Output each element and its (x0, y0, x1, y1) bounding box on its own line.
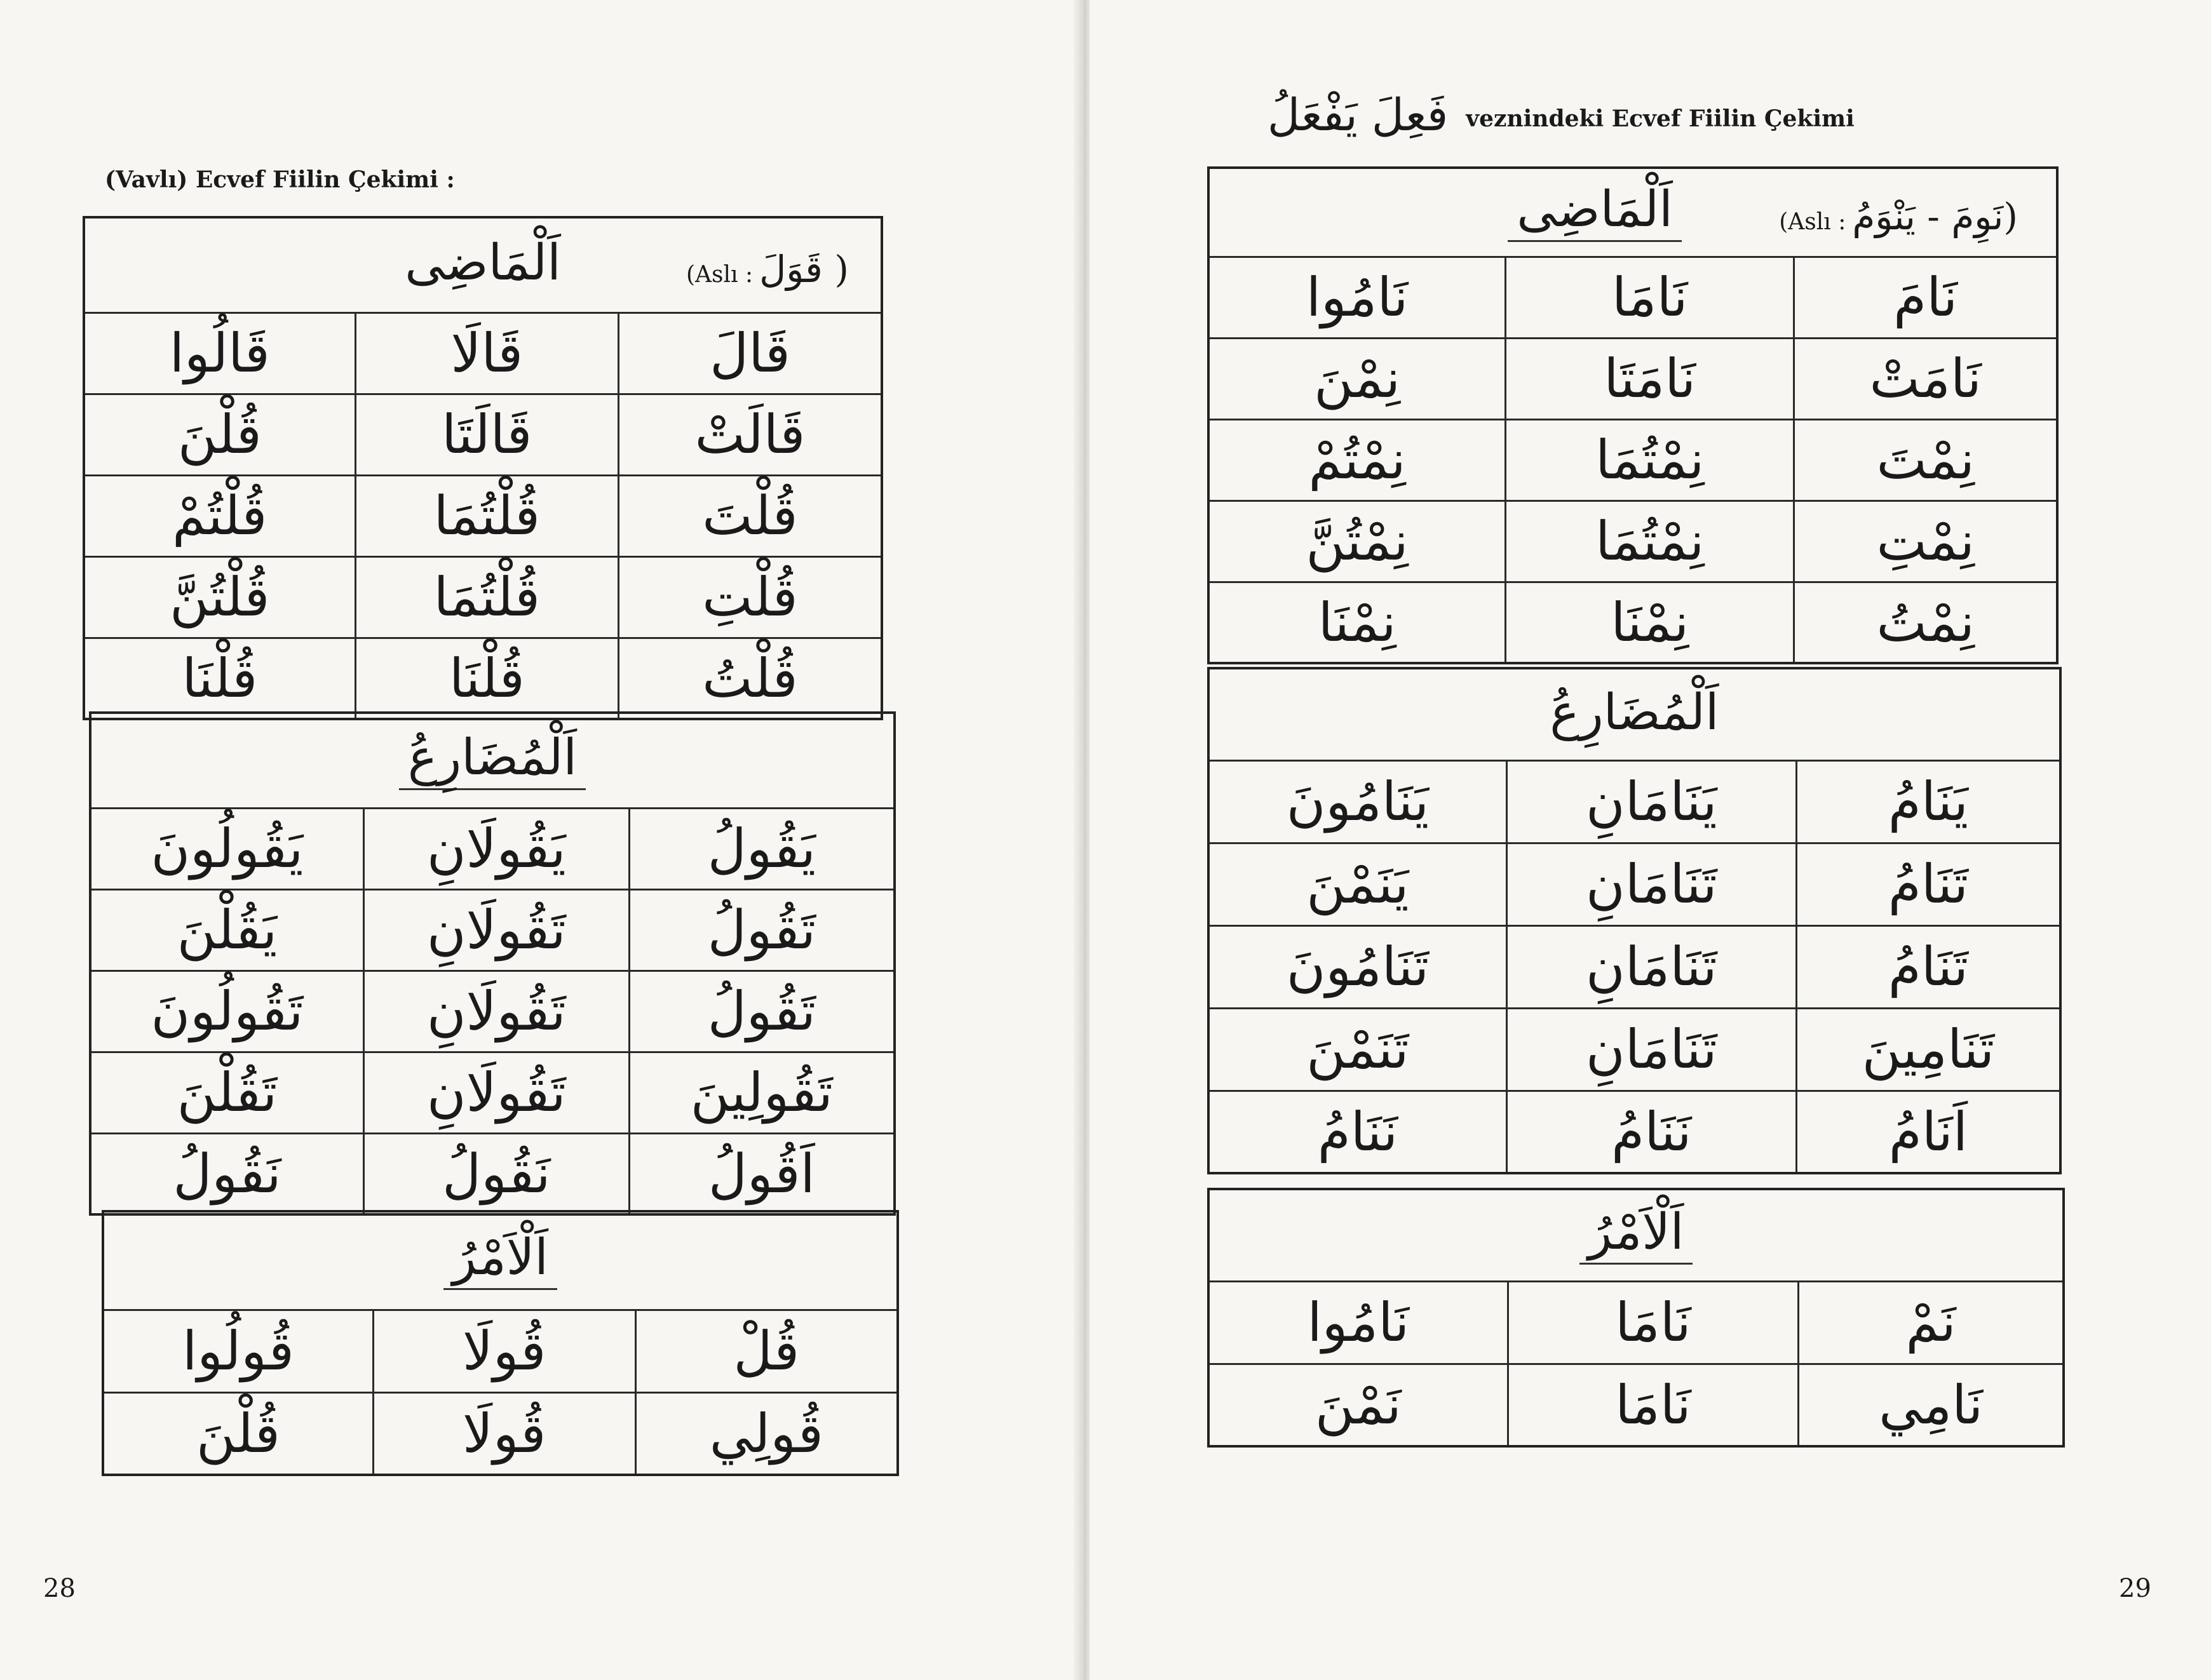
conjugation-row (90, 889, 895, 971)
conjugation-form: يَنَامُ (1888, 770, 1969, 833)
conjugation-form: نَامَتْ (1869, 347, 1982, 410)
right-madi-asli-label: (Aslı : (1779, 209, 1846, 236)
conjugation-cell (1208, 257, 1506, 338)
right-page-number: 29 (2119, 1574, 2151, 1603)
conjugation-cell (619, 556, 882, 638)
right-mudari-title: اَلْمُضَارِعُ (1550, 683, 1719, 741)
conjugation-cell (355, 556, 618, 638)
left-madi-asli-value: قَوَلَ ) (759, 248, 849, 292)
conjugation-form: تَنَامَانِ (1586, 1018, 1717, 1080)
right-page-heading (1268, 89, 1855, 141)
conjugation-row (1208, 760, 2060, 843)
conjugation-cell (363, 1052, 629, 1133)
conjugation-cell (1796, 1091, 2060, 1173)
conjugation-cell (1208, 501, 1506, 582)
conjugation-row (1208, 582, 2057, 663)
conjugation-form: نِمْتُ (1876, 591, 1975, 654)
conjugation-form: نِمْتَ (1876, 429, 1975, 491)
conjugation-row (84, 475, 882, 556)
conjugation-form: نَامَ (1893, 266, 1958, 328)
conjugation-form: قُلْتَ (702, 485, 798, 547)
conjugation-row (1208, 1091, 2060, 1173)
conjugation-form: نِمْنَا (1318, 591, 1396, 654)
conjugation-row (1208, 501, 2057, 582)
right-amr-body (1208, 1281, 2064, 1446)
conjugation-cell (90, 808, 363, 889)
right-amr-table (1207, 1188, 2065, 1448)
conjugation-cell (1506, 843, 1796, 925)
left-madi-header-row (84, 217, 882, 312)
conjugation-cell (635, 1310, 898, 1392)
conjugation-cell (629, 889, 895, 971)
conjugation-cell (1506, 338, 1794, 419)
conjugation-form: نَقُولُ (173, 1142, 281, 1205)
conjugation-form: يَنَمْنَ (1306, 853, 1409, 915)
right-madi-header-row (1208, 168, 2057, 257)
left-madi-body (84, 312, 882, 719)
conjugation-cell (355, 312, 618, 394)
conjugation-row (1208, 1364, 2064, 1446)
conjugation-form: قَالَتْ (694, 403, 806, 466)
left-page-heading: (Vavlı) Ecvef Fiilin Çekimi : (105, 166, 455, 193)
right-heading-text: veznindeki Ecvef Fiilin Çekimi (1466, 105, 1855, 132)
conjugation-form: قُلْتُنَّ (170, 566, 270, 628)
conjugation-row (1208, 843, 2060, 925)
right-mudari-body (1208, 760, 2060, 1173)
conjugation-cell (1506, 501, 1794, 582)
conjugation-form: قُلْنَا (449, 647, 525, 709)
right-heading-verb-pattern: فَعِلَ يَفْعَلُ (1268, 89, 1449, 141)
right-madi-header-cell (1208, 168, 2057, 257)
right-mudari-header-row (1208, 668, 2060, 760)
conjugation-cell (1794, 501, 2057, 582)
left-amr-header-row (103, 1211, 898, 1310)
conjugation-cell (363, 1133, 629, 1214)
conjugation-form: تَنَامُ (1888, 936, 1969, 998)
conjugation-cell (90, 1052, 363, 1133)
conjugation-form: قُولَا (463, 1320, 546, 1382)
conjugation-form: اَنَامُ (1888, 1100, 1968, 1163)
conjugation-form: قُولِي (709, 1402, 823, 1465)
conjugation-cell (84, 556, 355, 638)
conjugation-cell (84, 638, 355, 719)
conjugation-row (90, 808, 895, 889)
conjugation-form: نِمْنَا (1611, 591, 1689, 654)
conjugation-form: تَقُولُ (707, 899, 816, 961)
left-amr-title: اَلْاَمْرُ (443, 1231, 557, 1290)
conjugation-cell (1506, 760, 1796, 843)
conjugation-form: قُلْنَا (182, 647, 258, 709)
conjugation-cell (1796, 1008, 2060, 1091)
conjugation-form: تَنَامُ (1888, 853, 1969, 915)
conjugation-form: يَقُولُ (707, 817, 816, 880)
conjugation-form: نَامَا (1615, 1373, 1691, 1436)
conjugation-cell (1794, 582, 2057, 663)
left-mudari-title: اَلْمُضَارِعُ (399, 731, 586, 790)
conjugation-cell (90, 971, 363, 1052)
conjugation-form: تَنَامَانِ (1586, 936, 1717, 998)
left-mudari-table (89, 711, 896, 1216)
right-madi-title: اَلْمَاضِى (1508, 183, 1682, 242)
right-mudari-table (1207, 667, 2062, 1174)
conjugation-cell (1208, 760, 1506, 843)
conjugation-cell (1796, 843, 2060, 925)
conjugation-row (1208, 338, 2057, 419)
right-amr-header-cell (1208, 1189, 2064, 1281)
conjugation-form: قُلْتُمَا (433, 485, 540, 547)
conjugation-cell (629, 1133, 895, 1214)
conjugation-form: نِمْنَ (1314, 347, 1400, 410)
conjugation-cell (84, 312, 355, 394)
conjugation-form: نَمْنَ (1315, 1373, 1402, 1436)
conjugation-form: تَنَامِينَ (1862, 1018, 1995, 1080)
conjugation-form: تَنَمْنَ (1306, 1018, 1409, 1080)
conjugation-cell (373, 1392, 635, 1475)
conjugation-cell (1794, 338, 2057, 419)
conjugation-cell (103, 1310, 373, 1392)
conjugation-form: قَالَا (450, 322, 524, 384)
conjugation-cell (629, 1052, 895, 1133)
conjugation-cell (1508, 1281, 1799, 1364)
conjugation-form: نَقُولُ (442, 1142, 551, 1205)
conjugation-cell (355, 394, 618, 475)
conjugation-form: قَالُوا (169, 322, 270, 384)
conjugation-cell (619, 638, 882, 719)
conjugation-form: اَقُولُ (708, 1142, 815, 1205)
left-madi-asli (686, 248, 849, 291)
conjugation-form: قُلْنَ (177, 403, 262, 466)
conjugation-form: نَامِي (1879, 1373, 1984, 1436)
right-amr-header-row (1208, 1189, 2064, 1281)
conjugation-form: تَقُلْنَ (177, 1061, 278, 1124)
left-madi-header-cell (84, 217, 882, 312)
conjugation-form: تَقُولُونَ (151, 980, 304, 1042)
conjugation-cell (373, 1310, 635, 1392)
conjugation-cell (1508, 1364, 1799, 1446)
conjugation-cell (1799, 1281, 2064, 1364)
conjugation-form: تَنَامُونَ (1286, 936, 1430, 998)
conjugation-form: نَامَتَا (1604, 347, 1696, 410)
conjugation-form: نِمْتِ (1876, 510, 1975, 572)
conjugation-cell (619, 394, 882, 475)
conjugation-cell (1506, 582, 1794, 663)
conjugation-row (84, 312, 882, 394)
conjugation-form: قُولُوا (182, 1320, 294, 1382)
conjugation-cell (1506, 1091, 1796, 1173)
conjugation-form: تَقُولُ (707, 980, 816, 1042)
conjugation-cell (1506, 1008, 1796, 1091)
conjugation-form: قُلْ (733, 1320, 800, 1382)
conjugation-cell (90, 889, 363, 971)
conjugation-cell (1796, 925, 2060, 1008)
conjugation-form: قُلْتِ (702, 566, 798, 628)
conjugation-row (1208, 1281, 2064, 1364)
conjugation-cell (1506, 925, 1796, 1008)
conjugation-form: قُلْنَ (196, 1402, 280, 1465)
conjugation-form: نِمْتُمَا (1595, 510, 1705, 572)
conjugation-row (90, 1052, 895, 1133)
conjugation-row (90, 1133, 895, 1214)
conjugation-cell (1208, 843, 1506, 925)
conjugation-form: نَامَا (1611, 266, 1688, 328)
conjugation-cell (1208, 419, 1506, 501)
left-madi-table (83, 216, 883, 720)
conjugation-row (103, 1392, 898, 1475)
conjugation-cell (1794, 419, 2057, 501)
conjugation-row (1208, 1008, 2060, 1091)
left-amr-header-cell (103, 1211, 898, 1310)
conjugation-cell (1796, 760, 2060, 843)
conjugation-cell (103, 1392, 373, 1475)
right-madi-body (1208, 257, 2057, 663)
left-madi-asli-label: (Aslı : (686, 262, 754, 288)
conjugation-cell (1208, 1091, 1506, 1173)
conjugation-form: نَنَامُ (1611, 1100, 1692, 1163)
conjugation-row (84, 394, 882, 475)
conjugation-row (1208, 257, 2057, 338)
left-amr-body (103, 1310, 898, 1475)
conjugation-cell (1208, 1008, 1506, 1091)
conjugation-cell (1208, 925, 1506, 1008)
right-mudari-header-cell (1208, 668, 2060, 760)
conjugation-form: نِمْتُمَا (1595, 429, 1705, 491)
conjugation-cell (1799, 1364, 2064, 1446)
conjugation-form: يَقُولُونَ (151, 817, 304, 880)
conjugation-cell (84, 394, 355, 475)
conjugation-cell (355, 638, 618, 719)
conjugation-form: يَنَامُونَ (1286, 770, 1430, 833)
left-page-number: 28 (43, 1574, 76, 1603)
conjugation-cell (363, 889, 629, 971)
conjugation-form: نَامَا (1615, 1291, 1691, 1354)
conjugation-row (90, 971, 895, 1052)
conjugation-cell (1208, 582, 1506, 663)
right-amr-title: اَلْاَمْرُ (1579, 1206, 1693, 1265)
conjugation-form: تَقُولَانِ (426, 1061, 566, 1124)
conjugation-form: يَقُلْنَ (177, 899, 278, 961)
conjugation-form: نِمْتُنَّ (1306, 510, 1409, 572)
conjugation-form: قُلْتُمْ (172, 485, 267, 547)
conjugation-row (1208, 419, 2057, 501)
right-madi-table (1207, 166, 2059, 664)
conjugation-form: نَنَامُ (1317, 1100, 1398, 1163)
conjugation-form: يَقُولَانِ (426, 817, 566, 880)
conjugation-cell (90, 1133, 363, 1214)
conjugation-row (103, 1310, 898, 1392)
conjugation-cell (363, 971, 629, 1052)
conjugation-form: نِمْتُمْ (1308, 429, 1406, 491)
left-amr-table (102, 1210, 899, 1476)
conjugation-form: تَقُولَانِ (426, 980, 566, 1042)
conjugation-cell (1208, 338, 1506, 419)
conjugation-form: قُلْتُ (702, 647, 798, 709)
right-madi-asli-value: نَوِمَ - يَنْوَمُ) (1852, 195, 2018, 239)
conjugation-cell (363, 808, 629, 889)
left-page (0, 0, 1080, 1680)
left-madi-title: اَلْمَاضِى (405, 234, 561, 292)
conjugation-form: نَامُوا (1306, 266, 1409, 328)
conjugation-form: تَقُولِينَ (690, 1061, 833, 1124)
conjugation-form: قَالَتَا (442, 403, 532, 466)
conjugation-form: تَنَامَانِ (1586, 853, 1717, 915)
conjugation-form: نَامُوا (1307, 1291, 1410, 1354)
conjugation-cell (619, 312, 882, 394)
conjugation-form: قُولَا (463, 1402, 546, 1465)
conjugation-cell (1794, 257, 2057, 338)
conjugation-row (84, 556, 882, 638)
conjugation-cell (619, 475, 882, 556)
conjugation-cell (1208, 1364, 1508, 1446)
left-mudari-header-row (90, 713, 895, 808)
conjugation-cell (355, 475, 618, 556)
conjugation-cell (84, 475, 355, 556)
conjugation-form: قُلْتُمَا (433, 566, 540, 628)
conjugation-cell (629, 808, 895, 889)
right-page (1090, 0, 2211, 1680)
conjugation-row (84, 638, 882, 719)
conjugation-form: يَنَامَانِ (1586, 770, 1717, 833)
conjugation-cell (629, 971, 895, 1052)
conjugation-cell (1506, 419, 1794, 501)
conjugation-form: قَالَ (710, 322, 790, 384)
left-mudari-header-cell (90, 713, 895, 808)
right-madi-asli (1779, 195, 2018, 238)
conjugation-cell (635, 1392, 898, 1475)
conjugation-form: نَمْ (1905, 1291, 1956, 1354)
conjugation-cell (1208, 1281, 1508, 1364)
conjugation-row (1208, 925, 2060, 1008)
left-mudari-body (90, 808, 895, 1214)
conjugation-cell (1506, 257, 1794, 338)
conjugation-form: تَقُولَانِ (426, 899, 566, 961)
